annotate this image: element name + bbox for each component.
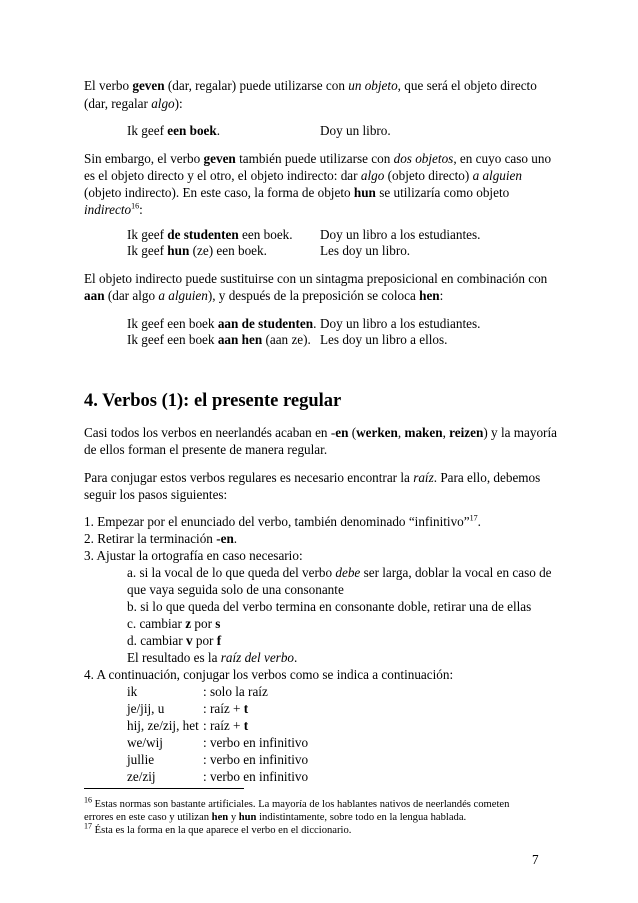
- conjugation-pronoun: jullie: [127, 752, 155, 767]
- example-dutch: Ik geef een boek.: [127, 123, 221, 138]
- example-dutch: Ik geef hun (ze) een boek.: [127, 243, 267, 258]
- paragraph-line: es el objeto directo y el otro, el objeto indirecto: dar algo (objeto directo) a alguien: [84, 168, 523, 183]
- paragraph-line: El objeto indirecto puede sustituirse con un sintagma preposicional en combinación con: [84, 271, 548, 286]
- conjugation-rule: : verbo en infinitivo: [203, 752, 309, 767]
- page-number: 7: [532, 852, 539, 867]
- conjugation-pronoun: ze/zij: [127, 769, 156, 784]
- example-dutch: Ik geef een boek aan de studenten.: [127, 316, 317, 331]
- step-item: 3. Ajustar la ortografía en caso necesario:: [84, 548, 303, 563]
- paragraph-line: (objeto indirecto). En este caso, la forma de objeto hun se utilizaría como objeto: [84, 185, 510, 200]
- conjugation-rule: : raíz + t: [203, 718, 249, 733]
- paragraph-line: seguir los pasos siguientes:: [84, 487, 228, 502]
- paragraph-line: aan (dar algo a alguien), y después de la preposición se coloca hen:: [84, 288, 444, 303]
- footnote: errores en este caso y utilizan hen y hun indistintamente, sobre todo en la lengua hablada.: [84, 812, 467, 823]
- paragraph-line: Casi todos los verbos en neerlandés acaban en -en (werken, maken, reizen) y la mayoría: [84, 425, 557, 440]
- conjugation-rule: : solo la raíz: [203, 684, 268, 699]
- conjugation-pronoun: hij, ze/zij, het: [127, 718, 199, 733]
- conjugation-rule: : verbo en infinitivo: [203, 769, 309, 784]
- example-dutch: Ik geef de studenten een boek.: [127, 227, 293, 242]
- conjugation-rule: : verbo en infinitivo: [203, 735, 309, 750]
- sub-step: b. si lo que queda del verbo termina en consonante doble, retirar una de ellas: [127, 599, 532, 614]
- paragraph-line: (dar, regalar algo):: [84, 96, 183, 111]
- paragraph-line: Para conjugar estos verbos regulares es necesario encontrar la raíz. Para ello, debemos: [84, 470, 541, 485]
- example-spanish: Doy un libro a los estudiantes.: [320, 316, 481, 331]
- step-item: 4. A continuación, conjugar los verbos como se indica a continuación:: [84, 667, 454, 682]
- conjugation-pronoun: we/wij: [127, 735, 163, 750]
- section-heading: 4. Verbos (1): el presente regular: [84, 391, 342, 411]
- paragraph-line: indirecto$^{16}$:: [84, 201, 143, 217]
- footnote-separator: [84, 788, 244, 789]
- paragraph-line: El verbo geven (dar, regalar) puede utilizarse con un objeto, que será el objeto directo: [84, 78, 537, 93]
- example-spanish: Les doy un libro a ellos.: [320, 332, 448, 347]
- sub-step: El resultado es la raíz del verbo.: [127, 650, 298, 665]
- step-item: 2. Retirar la terminación -en.: [84, 531, 238, 546]
- sub-step: que vaya seguida solo de una consonante: [127, 582, 344, 597]
- sub-step: c. cambiar z por s: [127, 616, 221, 631]
- step-item: 1. Empezar por el enunciado del verbo, también denominado “infinitivo”$^{17}$.: [84, 513, 481, 529]
- footnote: $^{16}$ Estas normas son bastante artificiales. La mayoría de los hablantes nativos de neerlandés cometen: [84, 795, 510, 810]
- example-spanish: Les doy un libro.: [320, 243, 411, 258]
- example-spanish: Doy un libro a los estudiantes.: [320, 227, 481, 242]
- example-spanish: Doy un libro.: [320, 123, 391, 138]
- example-dutch: Ik geef een boek aan hen (aan ze).: [127, 332, 311, 347]
- conjugation-pronoun: ik: [127, 684, 138, 699]
- sub-step: a. si la vocal de lo que queda del verbo debe ser larga, doblar la vocal en caso de: [127, 565, 552, 580]
- conjugation-rule: : raíz + t: [203, 701, 249, 716]
- conjugation-pronoun: je/jij, u: [127, 701, 165, 716]
- paragraph-line: de ellos forman el presente de manera regular.: [84, 442, 328, 457]
- footnote: $^{17}$ Ésta es la forma en la que aparece el verbo en el diccionario.: [84, 821, 352, 836]
- sub-step: d. cambiar v por f: [127, 633, 222, 648]
- paragraph-line: Sin embargo, el verbo geven también puede utilizarse con dos objetos, en cuyo caso uno: [84, 151, 552, 166]
